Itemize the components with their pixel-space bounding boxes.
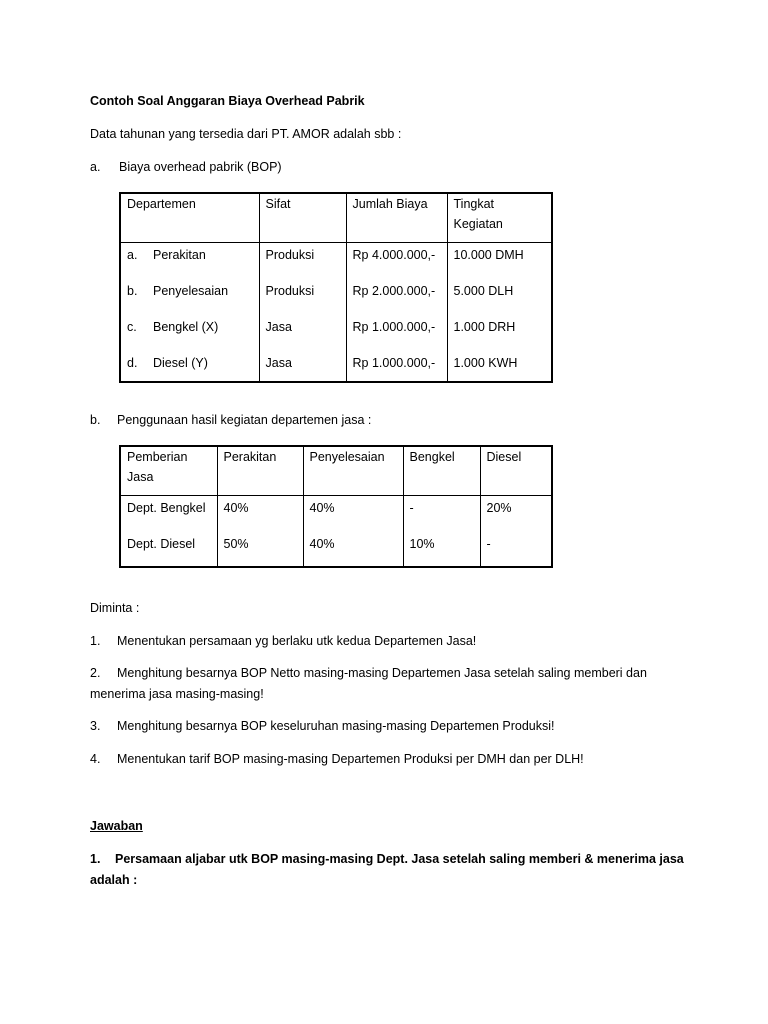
document-title: Contoh Soal Anggaran Biaya Overhead Pabrik [90, 94, 365, 108]
kegiatan-cell: 10.000 DMH [447, 243, 552, 278]
table-header-row [120, 193, 552, 243]
question-item: 4. Menentukan tarif BOP masing-masing Departemen Produksi per DMH dan per DLH! [90, 752, 584, 766]
question-item: 1. Menentukan persamaan yg berlaku utk kedua Departemen Jasa! [90, 634, 477, 648]
column-header: Jumlah Biaya [346, 193, 447, 243]
table-cell: 10% [403, 530, 480, 567]
column-header: Sifat [259, 193, 346, 243]
table-cell: Dept. Bengkel [120, 496, 217, 531]
table-cell: - [403, 496, 480, 531]
dept-cell: d. Diesel (Y) [120, 349, 259, 382]
answer-item: 1. Persamaan aljabar utk BOP masing-masing Dept. Jasa setelah saling memberi & menerima jasa [90, 852, 684, 866]
sifat-cell: Produksi [259, 277, 346, 313]
question-item: 3. Menghitung besarnya BOP keseluruhan masing-masing Departemen Produksi! [90, 719, 555, 733]
table-cell: - [480, 530, 552, 567]
answer-continuation: adalah : [90, 873, 138, 887]
section-b-text: Penggunaan hasil kegiatan departemen jasa : [117, 413, 372, 427]
kegiatan-cell: 5.000 DLH [447, 277, 552, 313]
dept-cell: c. Bengkel (X) [120, 313, 259, 349]
table-cell: 40% [303, 530, 403, 567]
jawaban-heading: Jawaban [90, 819, 143, 833]
section-a-text: Biaya overhead pabrik (BOP) [119, 160, 282, 174]
table-row [120, 243, 552, 278]
column-header: Departemen [120, 193, 259, 243]
table-cell: Dept. Diesel [120, 530, 217, 567]
section-a-label: a. [90, 160, 101, 174]
section-b-label: b. [90, 413, 101, 427]
column-header: Tingkat Kegiatan [447, 193, 552, 243]
question-item: 2. Menghitung besarnya BOP Netto masing-masing Departemen Jasa setelah saling memberi dan [90, 666, 647, 680]
sifat-cell: Jasa [259, 349, 346, 382]
service-usage-table [119, 445, 553, 568]
biaya-cell: Rp 1.000.000,- [346, 313, 447, 349]
table-header-row [120, 446, 552, 496]
table-cell: 40% [303, 496, 403, 531]
table-row [120, 277, 552, 313]
column-header: Diesel [480, 446, 552, 496]
table-row [120, 313, 552, 349]
table-row [120, 496, 552, 531]
sifat-cell: Produksi [259, 243, 346, 278]
biaya-cell: Rp 4.000.000,- [346, 243, 447, 278]
question-continuation: menerima jasa masing-masing! [90, 687, 264, 701]
section-b-heading [90, 413, 372, 427]
section-a-heading [90, 160, 282, 174]
dept-cell: b. Penyelesaian [120, 277, 259, 313]
diminta-heading: Diminta : [90, 601, 140, 615]
column-header: Pemberian Jasa [120, 446, 217, 496]
table-row [120, 530, 552, 567]
column-header: Perakitan [217, 446, 303, 496]
table-cell: 20% [480, 496, 552, 531]
table-cell: 40% [217, 496, 303, 531]
biaya-cell: Rp 2.000.000,- [346, 277, 447, 313]
table-row [120, 349, 552, 382]
intro-text: Data tahunan yang tersedia dari PT. AMOR adalah sbb : [90, 127, 402, 141]
biaya-cell: Rp 1.000.000,- [346, 349, 447, 382]
kegiatan-cell: 1.000 DRH [447, 313, 552, 349]
column-header: Penyelesaian [303, 446, 403, 496]
sifat-cell: Jasa [259, 313, 346, 349]
overhead-cost-table [119, 192, 553, 383]
table-cell: 50% [217, 530, 303, 567]
column-header: Bengkel [403, 446, 480, 496]
dept-cell: a. Perakitan [120, 243, 259, 278]
kegiatan-cell: 1.000 KWH [447, 349, 552, 382]
